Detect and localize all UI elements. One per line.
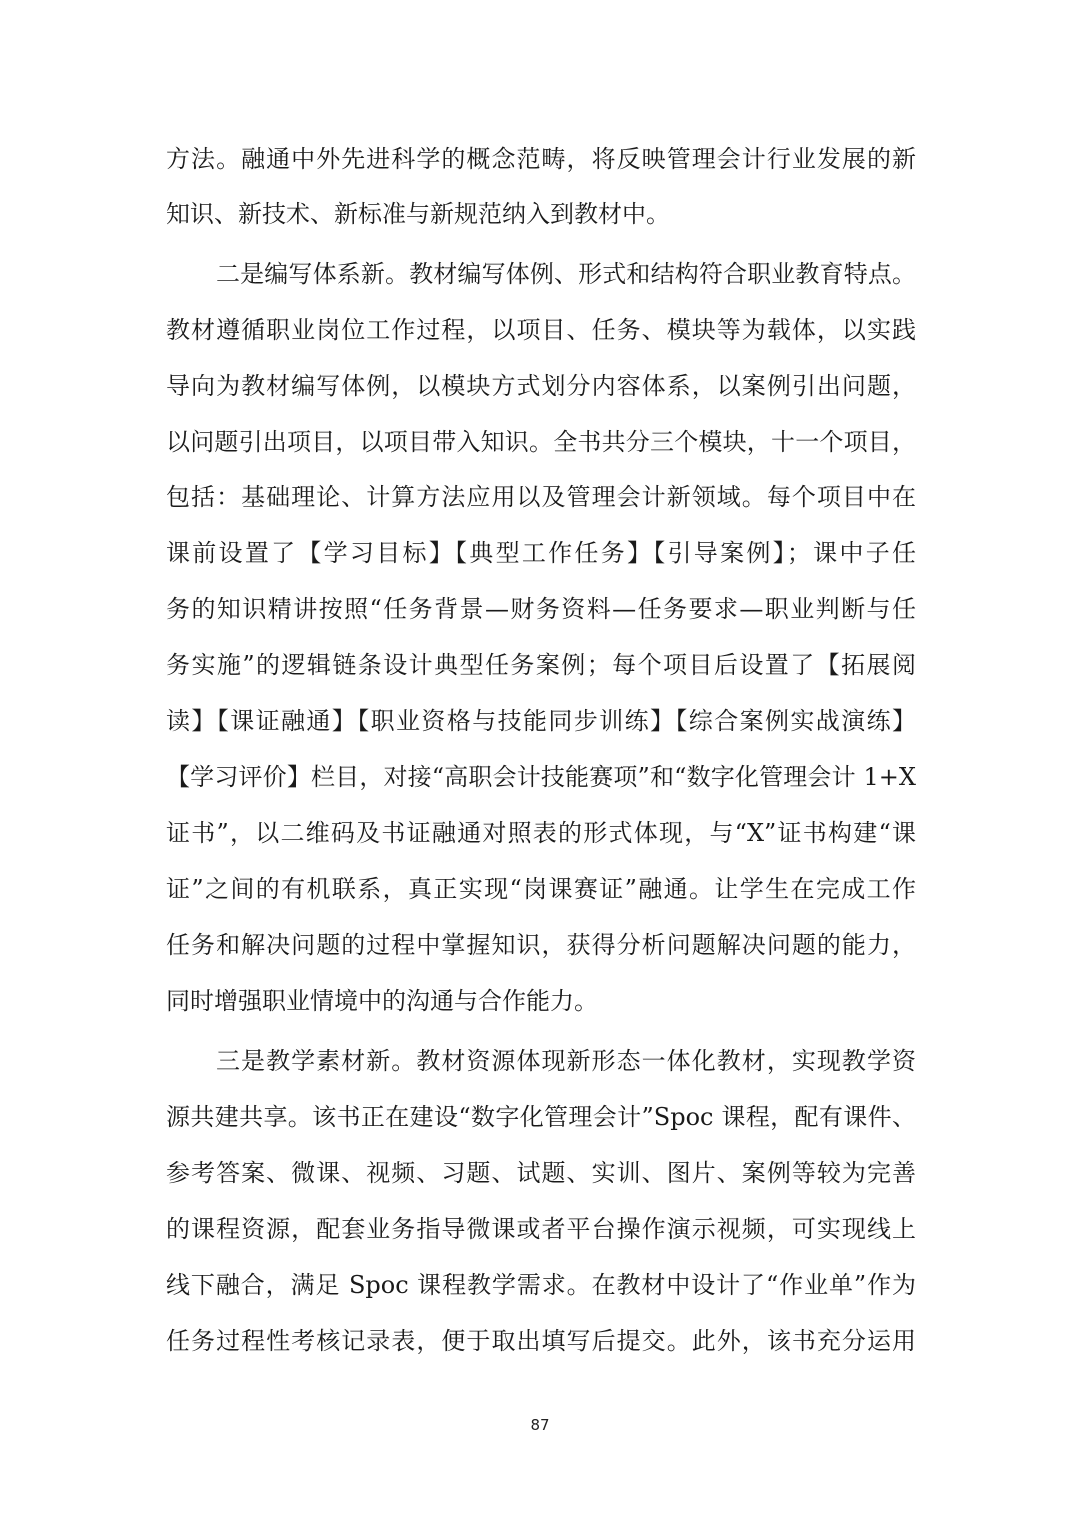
body-text-line: 包括：基础理论、计算方法应用以及管理会计新领域。每个项目中在 [166,483,916,511]
body-text-line: 的课程资源，配套业务指导微课或者平台操作演示视频，可实现线上 [166,1215,916,1243]
body-text-line: 线下融合，满足 Spoc 课程教学需求。在教材中设计了“作业单”作为 [166,1271,916,1299]
body-text-line: 务的知识精讲按照“任务背景—财务资料—任务要求—职业判断与任 [166,595,916,623]
body-text-line: 以问题引出项目，以项目带入知识。全书共分三个模块，十一个项目， [166,428,916,456]
body-text-line: 【学习评价】栏目，对接“高职会计技能赛项”和“数字化管理会计 1+X [166,763,916,791]
page-number: 87 [530,1416,550,1434]
body-text-line: 课前设置了【学习目标】【典型工作任务】【引导案例】；课中子任 [166,539,916,567]
body-text-line: 源共建共享。该书正在建设“数字化管理会计”Spoc 课程，配有课件、 [166,1103,916,1131]
body-text-line: 同时增强职业情境中的沟通与合作能力。 [166,987,598,1015]
paragraph-start-line: 三是教学素材新。教材资源体现新形态一体化教材，实现教学资 [216,1047,916,1075]
body-text-line: 证书”，以二维码及书证融通对照表的形式体现，与“X”证书构建“课 [166,819,916,847]
body-text-line: 方法。融通中外先进科学的概念范畴，将反映管理会计行业发展的新 [166,145,916,173]
body-text-line: 导向为教材编写体例，以模块方式划分内容体系，以案例引出问题， [166,372,916,400]
body-text-line: 证”之间的有机联系，真正实现“岗课赛证”融通。让学生在完成工作 [166,875,916,903]
body-text-line: 任务过程性考核记录表，便于取出填写后提交。此外，该书充分运用 [166,1327,916,1355]
body-text-line: 任务和解决问题的过程中掌握知识，获得分析问题解决问题的能力， [166,931,916,959]
body-text-line: 参考答案、微课、视频、习题、试题、实训、图片、案例等较为完善 [166,1159,916,1187]
body-text-line: 知识、新技术、新标准与新规范纳入到教材中。 [166,200,670,228]
paragraph-start-line: 二是编写体系新。教材编写体例、形式和结构符合职业教育特点。 [216,260,916,288]
body-text-line: 务实施”的逻辑链条设计典型任务案例；每个项目后设置了【拓展阅 [166,651,916,679]
body-text-line: 教材遵循职业岗位工作过程，以项目、任务、模块等为载体，以实践 [166,316,916,344]
body-text-line: 读】【课证融通】【职业资格与技能同步训练】【综合案例实战演练】 [166,707,916,735]
